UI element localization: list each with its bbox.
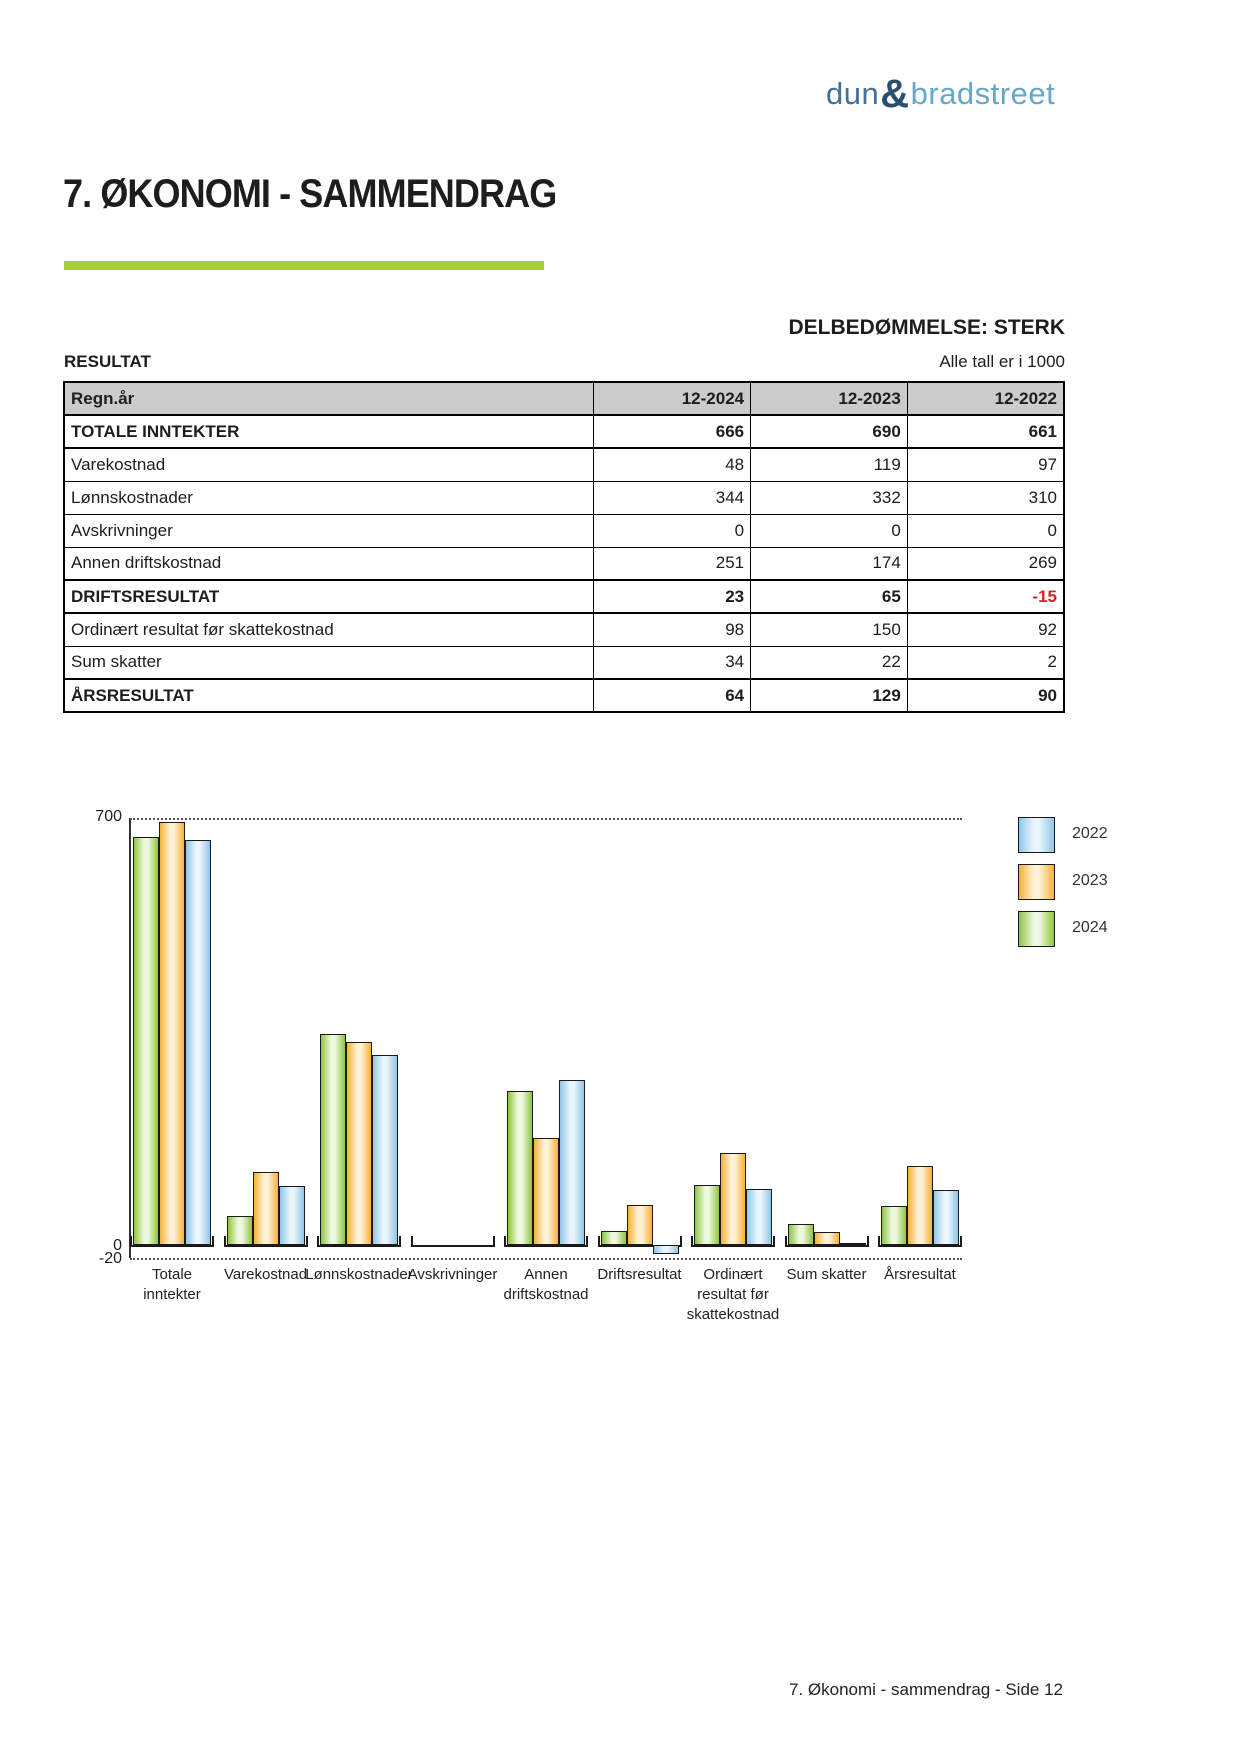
- axis-tick: [960, 1236, 962, 1245]
- page-footer: 7. Økonomi - sammendrag - Side 12: [788, 1680, 1063, 1699]
- column-header-year: 12-2024: [594, 382, 751, 415]
- axis-tick: [586, 1236, 588, 1245]
- row-label: Lønnskostnader: [64, 481, 594, 514]
- row-value: 251: [594, 547, 751, 580]
- row-value: 98: [594, 613, 751, 646]
- chart-bar-2024: [694, 1185, 720, 1245]
- chart-bar-2024: [601, 1231, 627, 1245]
- y-axis-tick-700: 700: [95, 808, 122, 825]
- table-row: [64, 679, 1064, 712]
- axis-tick: [212, 1236, 214, 1245]
- row-value: 92: [907, 613, 1064, 646]
- axis-tick: [878, 1236, 880, 1245]
- row-value: 2: [907, 646, 1064, 679]
- x-axis-label: Årsresultat: [884, 1266, 956, 1283]
- row-label: Avskrivninger: [64, 514, 594, 547]
- row-label: TOTALE INNTEKTER: [64, 415, 594, 448]
- row-value: 48: [594, 448, 751, 481]
- x-axis-label: Lønnskostnader: [305, 1266, 413, 1283]
- row-label: Varekostnad: [64, 448, 594, 481]
- table-row: [64, 646, 1064, 679]
- table-header-row: [64, 382, 1064, 415]
- table-row: [64, 448, 1064, 481]
- table-row: [64, 547, 1064, 580]
- x-axis-label: Sum skatter: [786, 1266, 867, 1283]
- chart-bar-2024: [881, 1206, 907, 1245]
- row-label: Ordinært resultat før skattekostnad: [64, 613, 594, 646]
- chart-category-group: [686, 820, 780, 1323]
- x-axis-label: Ordinært resultat før skattekostnad: [686, 1266, 780, 1323]
- chart-bar-2023: [720, 1153, 746, 1245]
- row-value: 22: [751, 646, 908, 679]
- row-value: 174: [751, 547, 908, 580]
- row-value: 310: [907, 481, 1064, 514]
- row-label: Sum skatter: [64, 646, 594, 679]
- x-axis-label: Driftsresultat: [597, 1266, 682, 1283]
- row-value: 97: [907, 448, 1064, 481]
- row-value: 0: [751, 514, 908, 547]
- legend-swatch-2023: [1018, 864, 1055, 900]
- row-label: DRIFTSRESULTAT: [64, 580, 594, 613]
- chart-bar-2022: [185, 840, 211, 1245]
- legend-swatch-2024: [1018, 911, 1055, 947]
- axis-tick: [504, 1236, 506, 1245]
- row-value: 344: [594, 481, 751, 514]
- table-row: [64, 415, 1064, 448]
- row-value: 269: [907, 547, 1064, 580]
- chart-gridline-minus20: [130, 1258, 962, 1260]
- chart-category-group: [223, 820, 308, 1283]
- chart-category-group: [597, 820, 682, 1283]
- legend-label: 2023: [1072, 872, 1108, 889]
- chart-category-group: [785, 820, 869, 1283]
- assessment-heading: DELBEDØMMELSE: STERK: [788, 316, 1065, 339]
- row-label: Annen driftskostnad: [64, 547, 594, 580]
- chart-category-group: [503, 820, 589, 1303]
- axis-tick: [691, 1236, 693, 1245]
- row-value: 129: [751, 679, 908, 712]
- row-value: 64: [594, 679, 751, 712]
- chart-bar-2023: [533, 1138, 559, 1245]
- result-table-header: [64, 382, 1064, 415]
- logo-text-dun: dun: [826, 76, 880, 111]
- column-header-label: Regn.år: [64, 382, 594, 415]
- chart-bar-2022: [746, 1189, 772, 1245]
- x-axis-label: Avskrivninger: [407, 1266, 498, 1283]
- chart-bar-2022: [559, 1080, 585, 1245]
- axis-tick: [306, 1236, 308, 1245]
- chart-bar-2022: [279, 1186, 305, 1245]
- dun-bradstreet-logo: [826, 72, 1055, 117]
- chart-bar-2023: [253, 1172, 279, 1245]
- row-value: 34: [594, 646, 751, 679]
- y-axis-tick-minus20: -20: [98, 1250, 122, 1267]
- axis-tick: [785, 1236, 787, 1245]
- row-value: 0: [594, 514, 751, 547]
- table-row: [64, 613, 1064, 646]
- chart-bar-2024: [133, 837, 159, 1245]
- chart-bar-2023: [346, 1042, 372, 1245]
- chart-bar-2024: [507, 1091, 533, 1245]
- axis-tick: [867, 1236, 869, 1245]
- column-header-year: 12-2022: [907, 382, 1064, 415]
- result-table: [63, 381, 1065, 713]
- chart-bar-2022: [840, 1243, 866, 1245]
- row-value: 90: [907, 679, 1064, 712]
- chart-category-group: [305, 820, 413, 1283]
- chart-category-group: [130, 820, 214, 1303]
- axis-tick: [399, 1236, 401, 1245]
- row-value: 23: [594, 580, 751, 613]
- row-value: 150: [751, 613, 908, 646]
- legend-label: 2024: [1072, 919, 1108, 936]
- chart-bar-2023: [159, 822, 185, 1245]
- row-value: 690: [751, 415, 908, 448]
- axis-tick: [317, 1236, 319, 1245]
- chart-bar-2022: [653, 1245, 679, 1254]
- row-label: ÅRSRESULTAT: [64, 679, 594, 712]
- bar-chart: [130, 818, 962, 1323]
- title-accent-rule: [64, 261, 544, 270]
- chart-category-group: [878, 820, 962, 1283]
- axis-tick: [493, 1236, 495, 1245]
- row-value: -15: [907, 580, 1064, 613]
- row-value: 119: [751, 448, 908, 481]
- legend-swatch-2022: [1018, 817, 1055, 853]
- table-section-title: RESULTAT: [64, 352, 151, 371]
- chart-bar-2023: [814, 1232, 840, 1245]
- x-axis-label: Varekostnad: [223, 1266, 308, 1283]
- row-value: 65: [751, 580, 908, 613]
- page-title: 7. ØKONOMI - SAMMENDRAG: [63, 172, 557, 216]
- axis-tick: [224, 1236, 226, 1245]
- axis-tick: [598, 1236, 600, 1245]
- logo-ampersand-icon: &: [880, 72, 910, 116]
- logo-text-bradstreet: bradstreet: [910, 76, 1056, 111]
- legend-label: 2022: [1072, 825, 1108, 842]
- axis-tick: [130, 1236, 132, 1245]
- row-value: 332: [751, 481, 908, 514]
- unit-note: Alle tall er i 1000: [939, 352, 1065, 371]
- table-row: [64, 481, 1064, 514]
- axis-tick: [680, 1236, 682, 1245]
- row-value: 661: [907, 415, 1064, 448]
- axis-tick: [773, 1236, 775, 1245]
- chart-bar-2024: [788, 1224, 814, 1245]
- column-header-year: 12-2023: [751, 382, 908, 415]
- x-axis-label: Totale inntekter: [143, 1266, 201, 1303]
- table-row: [64, 514, 1064, 547]
- result-table-body: [64, 415, 1064, 712]
- axis-tick: [411, 1236, 413, 1245]
- chart-bar-2024: [320, 1034, 346, 1245]
- row-value: 666: [594, 415, 751, 448]
- chart-bar-2023: [627, 1205, 653, 1245]
- x-axis-label: Annen driftskostnad: [503, 1266, 589, 1303]
- chart-bar-2024: [227, 1216, 253, 1245]
- chart-bar-2023: [907, 1166, 933, 1245]
- table-row: [64, 580, 1064, 613]
- row-value: 0: [907, 514, 1064, 547]
- y-axis-tick-0: 0: [113, 1237, 122, 1254]
- chart-bar-2022: [933, 1190, 959, 1245]
- chart-bar-2022: [372, 1055, 398, 1245]
- chart-category-group: [407, 820, 498, 1283]
